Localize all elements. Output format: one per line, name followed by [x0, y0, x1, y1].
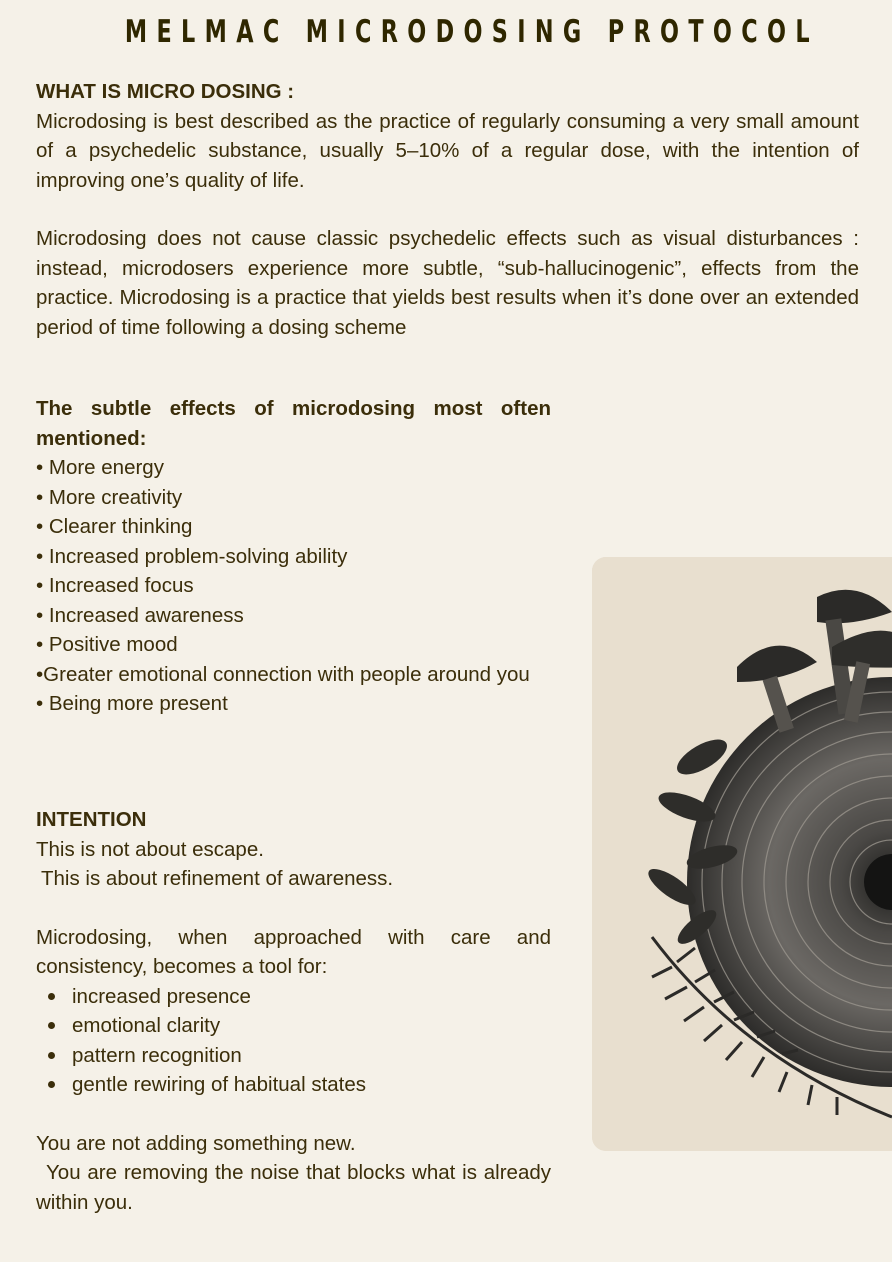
- what-is-paragraph-1: Microdosing is best described as the practice of regularly consuming a very small amount of a psychedelic substance, usually 5–10% of a regular dose, with the intention of improving one’s quality of life.: [36, 109, 859, 192]
- list-item: • More energy: [36, 456, 164, 479]
- intention-heading: INTENTION: [36, 808, 147, 831]
- intention-section: [36, 805, 551, 1217]
- list-item: • Increased problem-solving ability: [36, 544, 348, 568]
- list-item: •Greater emotional connection with people around you: [36, 662, 530, 686]
- effects-list: [36, 453, 551, 719]
- what-is-section: [36, 77, 859, 342]
- list-item: • Clearer thinking: [36, 515, 193, 538]
- list-item: pattern recognition: [72, 1041, 551, 1071]
- list-item: emotional clarity: [72, 1011, 551, 1041]
- list-item: • Being more present: [36, 692, 228, 715]
- list-item: gentle rewiring of habitual states: [72, 1070, 551, 1100]
- intention-paragraph: Microdosing, when approached with care and consistency, becomes a tool for:: [36, 925, 551, 978]
- what-is-heading: WHAT IS MICRO DOSING :: [36, 80, 295, 103]
- effects-section: [36, 394, 551, 719]
- intention-line-2: This is about refinement of awareness.: [41, 867, 394, 890]
- intention-list: [36, 982, 551, 1100]
- list-item: • More creativity: [36, 485, 183, 509]
- effects-heading: The subtle effects of microdosing most often mentioned:: [36, 397, 551, 450]
- list-item: • Increased focus: [36, 574, 194, 597]
- illustration-svg: [592, 557, 892, 1151]
- closing-line-1: You are not adding something new.: [36, 1131, 356, 1155]
- what-is-paragraph-2: Microdosing does not cause classic psychedelic effects such as visual disturbances : instead, microdosers experience more subtle, “sub-hallucinogenic”, effects from the practice. Microdosing is a practice that yields best results when it’s done over an extended period of time following a dosing scheme: [36, 227, 859, 339]
- closing-line-2: You are removing the noise that blocks what is already within you.: [36, 1161, 551, 1214]
- mushroom-tree-ring-illustration-icon: [592, 557, 892, 1151]
- page-title: MELMAC MICRODOSING PROTOCOL: [124, 14, 819, 50]
- list-item: • Positive mood: [36, 633, 178, 656]
- intention-line-1: This is not about escape.: [36, 837, 264, 861]
- list-item: increased presence: [72, 982, 551, 1012]
- list-item: • Increased awareness: [36, 603, 244, 627]
